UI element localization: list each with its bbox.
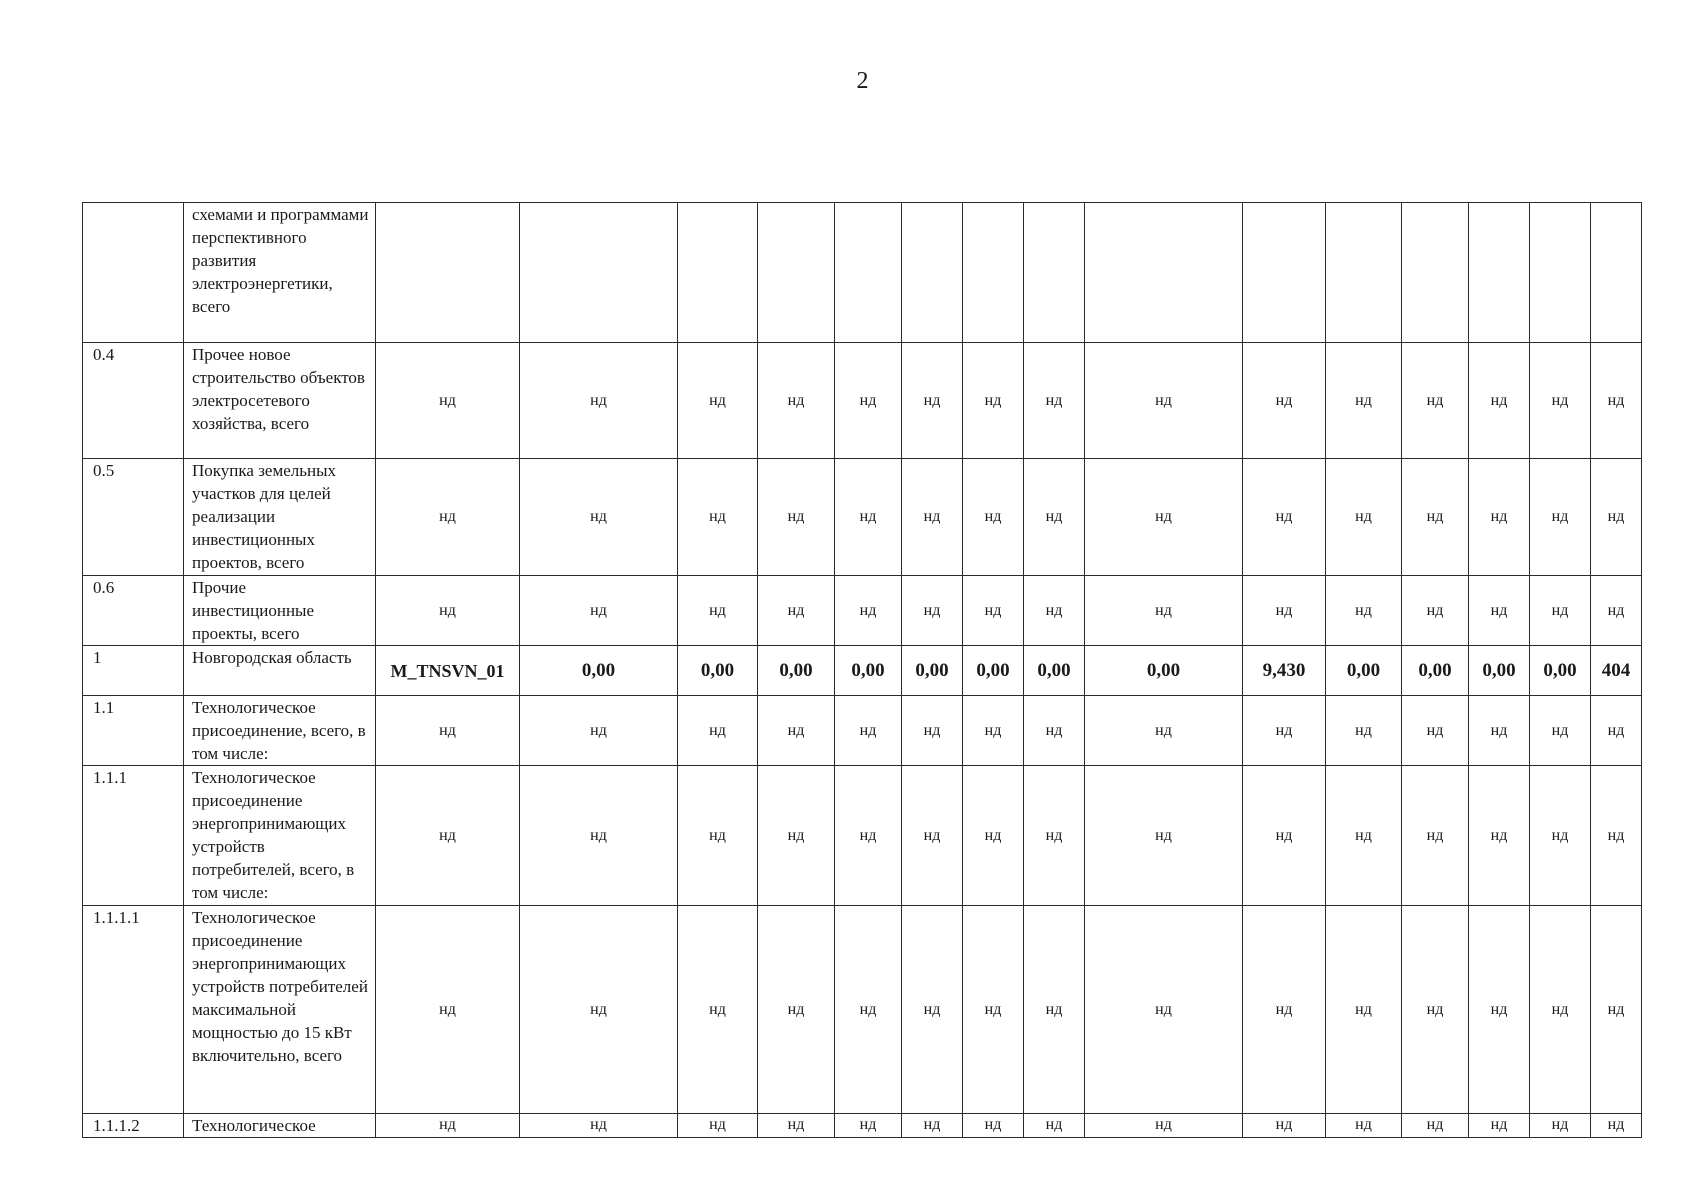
row-name: Технологическое присоединение энергопринимающих устройств потребителей, всего, в том числе: (184, 766, 376, 906)
table-body (83, 203, 1642, 1138)
row-name: Покупка земельных участков для целей реализации инвестиционных проектов, всего (184, 459, 376, 576)
table-row (83, 696, 1642, 766)
value-cell (1024, 203, 1085, 343)
value-cell: нд (1024, 906, 1085, 1114)
value-cell: 0,00 (1530, 646, 1591, 696)
table-row (83, 646, 1642, 696)
table-row (83, 766, 1642, 906)
value-cell: нд (376, 906, 520, 1114)
row-code: 1.1.1.2 (83, 1114, 184, 1138)
value-cell: нд (1085, 576, 1243, 646)
value-cell: нд (1243, 906, 1326, 1114)
value-cell: нд (902, 1114, 963, 1138)
value-cell: нд (835, 766, 902, 906)
value-cell: нд (963, 576, 1024, 646)
value-cell: 0,00 (963, 646, 1024, 696)
value-cell: нд (1530, 766, 1591, 906)
value-cell: нд (1243, 343, 1326, 459)
value-cell: нд (835, 343, 902, 459)
value-cell: нд (520, 459, 678, 576)
value-cell: нд (835, 576, 902, 646)
value-cell: нд (1326, 343, 1402, 459)
value-cell: нд (1085, 906, 1243, 1114)
value-cell: нд (835, 459, 902, 576)
value-cell: 0,00 (678, 646, 758, 696)
value-cell: нд (1243, 459, 1326, 576)
row-name: Прочие инвестиционные проекты, всего (184, 576, 376, 646)
value-cell: нд (1085, 766, 1243, 906)
value-cell: нд (1243, 1114, 1326, 1138)
row-code: 0.6 (83, 576, 184, 646)
value-cell: нд (1591, 576, 1642, 646)
value-cell: нд (1402, 906, 1469, 1114)
value-cell: нд (758, 1114, 835, 1138)
value-cell: нд (1243, 696, 1326, 766)
value-cell: 0,00 (902, 646, 963, 696)
value-cell: нд (758, 459, 835, 576)
row-name: Технологическое присоединение, всего, в том числе: (184, 696, 376, 766)
value-cell (1402, 203, 1469, 343)
value-cell: нд (520, 1114, 678, 1138)
value-cell: нд (1326, 576, 1402, 646)
value-cell: нд (963, 1114, 1024, 1138)
value-cell: нд (902, 459, 963, 576)
value-cell (902, 203, 963, 343)
value-cell: нд (1085, 343, 1243, 459)
table-row (83, 343, 1642, 459)
value-cell (520, 203, 678, 343)
value-cell: нд (963, 459, 1024, 576)
value-cell: нд (1469, 343, 1530, 459)
value-cell (1591, 203, 1642, 343)
value-cell: нд (1591, 696, 1642, 766)
value-cell: нд (902, 576, 963, 646)
value-cell (1326, 203, 1402, 343)
value-cell: нд (1402, 766, 1469, 906)
value-cell: нд (963, 906, 1024, 1114)
value-cell: нд (1402, 696, 1469, 766)
row-code: 0.5 (83, 459, 184, 576)
table-row (83, 576, 1642, 646)
value-cell: нд (376, 696, 520, 766)
value-cell: 0,00 (758, 646, 835, 696)
value-cell: нд (1024, 1114, 1085, 1138)
value-cell: 0,00 (520, 646, 678, 696)
value-cell: нд (1591, 343, 1642, 459)
investment-table (82, 202, 1642, 1138)
table-row (83, 1114, 1642, 1138)
value-cell: нд (1326, 1114, 1402, 1138)
value-cell: 0,00 (1326, 646, 1402, 696)
row-name: Технологическое (184, 1114, 376, 1138)
value-cell: нд (758, 696, 835, 766)
value-cell (1469, 203, 1530, 343)
value-cell: нд (758, 906, 835, 1114)
row-name: Технологическое присоединение энергопринимающих устройств потребителей максимальной мощностью до 15 кВт включительно, всего (184, 906, 376, 1114)
value-cell: 0,00 (835, 646, 902, 696)
value-cell: нд (520, 906, 678, 1114)
value-cell: 0,00 (1085, 646, 1243, 696)
value-cell: нд (520, 576, 678, 646)
value-cell: нд (1591, 459, 1642, 576)
value-cell (678, 203, 758, 343)
value-cell: нд (376, 766, 520, 906)
value-cell: нд (1530, 696, 1591, 766)
row-name: Новгородская область (184, 646, 376, 696)
value-cell: нд (1024, 576, 1085, 646)
value-cell: нд (376, 1114, 520, 1138)
value-cell: нд (678, 1114, 758, 1138)
value-cell: нд (678, 343, 758, 459)
value-cell: нд (1469, 696, 1530, 766)
value-cell (835, 203, 902, 343)
row-code: 1.1.1.1 (83, 906, 184, 1114)
value-cell: нд (1243, 576, 1326, 646)
page-number: 2 (856, 68, 869, 94)
value-cell: нд (1326, 766, 1402, 906)
value-cell: 404 (1591, 646, 1642, 696)
value-cell: нд (1326, 696, 1402, 766)
value-cell: нд (1326, 459, 1402, 576)
value-cell: нд (678, 906, 758, 1114)
value-cell: нд (1469, 906, 1530, 1114)
row-code: 1.1.1 (83, 766, 184, 906)
project-id-cell: M_TNSVN_01 (376, 646, 520, 696)
value-cell: нд (1530, 343, 1591, 459)
value-cell: нд (376, 459, 520, 576)
value-cell: нд (520, 696, 678, 766)
value-cell: нд (1024, 343, 1085, 459)
value-cell: нд (376, 343, 520, 459)
row-code: 0.4 (83, 343, 184, 459)
value-cell: 0,00 (1402, 646, 1469, 696)
value-cell: нд (678, 766, 758, 906)
value-cell: 9,430 (1243, 646, 1326, 696)
value-cell: нд (1469, 459, 1530, 576)
value-cell: нд (835, 906, 902, 1114)
value-cell: нд (758, 343, 835, 459)
value-cell: нд (1085, 459, 1243, 576)
value-cell: нд (1402, 1114, 1469, 1138)
value-cell: нд (1591, 766, 1642, 906)
value-cell: нд (1024, 696, 1085, 766)
value-cell: нд (1530, 459, 1591, 576)
row-code (83, 203, 184, 343)
value-cell: нд (758, 766, 835, 906)
value-cell: нд (902, 906, 963, 1114)
value-cell: нд (963, 343, 1024, 459)
table-row (83, 906, 1642, 1114)
value-cell: нд (1402, 343, 1469, 459)
value-cell: нд (1024, 459, 1085, 576)
value-cell: нд (1326, 906, 1402, 1114)
value-cell (376, 203, 520, 343)
value-cell: 0,00 (1469, 646, 1530, 696)
value-cell: нд (902, 696, 963, 766)
value-cell: нд (376, 576, 520, 646)
value-cell: нд (1024, 766, 1085, 906)
value-cell (1243, 203, 1326, 343)
value-cell: нд (1085, 696, 1243, 766)
value-cell (758, 203, 835, 343)
value-cell: нд (678, 696, 758, 766)
value-cell: нд (1469, 576, 1530, 646)
table-row (83, 203, 1642, 343)
value-cell: нд (963, 696, 1024, 766)
value-cell (1530, 203, 1591, 343)
value-cell: нд (1402, 576, 1469, 646)
value-cell: нд (1530, 576, 1591, 646)
value-cell: нд (1591, 1114, 1642, 1138)
value-cell (963, 203, 1024, 343)
table-row (83, 459, 1642, 576)
value-cell: нд (902, 343, 963, 459)
value-cell: нд (1469, 1114, 1530, 1138)
value-cell: нд (1402, 459, 1469, 576)
value-cell: нд (758, 576, 835, 646)
value-cell: нд (963, 766, 1024, 906)
value-cell (1085, 203, 1243, 343)
row-code: 1.1 (83, 696, 184, 766)
row-name: Прочее новое строительство объектов электросетевого хозяйства, всего (184, 343, 376, 459)
value-cell: нд (835, 696, 902, 766)
value-cell: нд (520, 343, 678, 459)
value-cell: нд (1530, 906, 1591, 1114)
row-code: 1 (83, 646, 184, 696)
value-cell: нд (1243, 766, 1326, 906)
value-cell: нд (1530, 1114, 1591, 1138)
value-cell: нд (835, 1114, 902, 1138)
value-cell: нд (1085, 1114, 1243, 1138)
value-cell: нд (678, 576, 758, 646)
value-cell: 0,00 (1024, 646, 1085, 696)
value-cell: нд (520, 766, 678, 906)
row-name: схемами и программами перспективного развития электроэнергетики, всего (184, 203, 376, 343)
value-cell: нд (902, 766, 963, 906)
value-cell: нд (1469, 766, 1530, 906)
value-cell: нд (678, 459, 758, 576)
value-cell: нд (1591, 906, 1642, 1114)
